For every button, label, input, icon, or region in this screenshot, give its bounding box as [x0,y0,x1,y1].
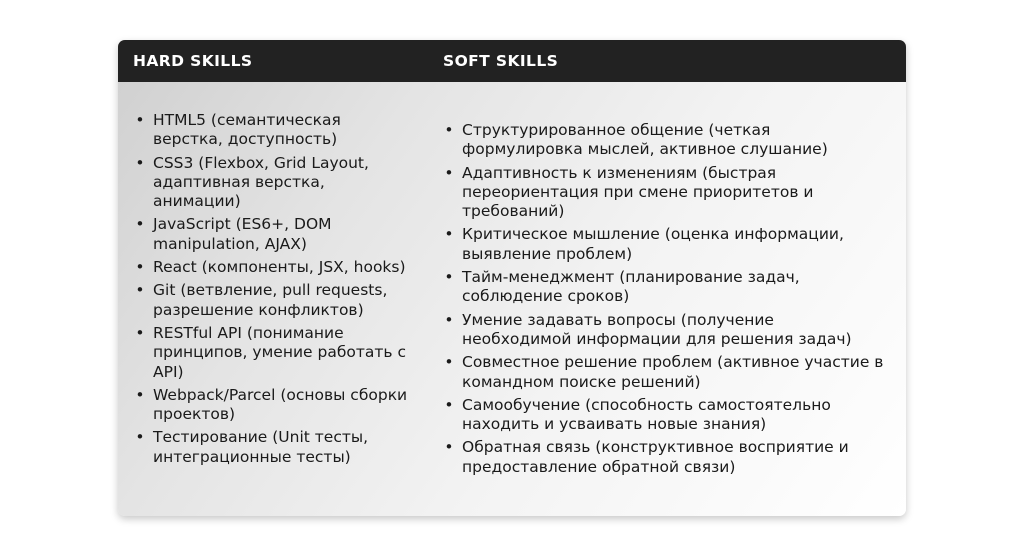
bullet-icon: • [135,281,145,300]
soft-skill-text: Структурированное общение (четкая формулировка мыслей, активное слушание) [462,121,828,159]
hard-skills-list [135,111,415,471]
bullet-icon: • [135,258,145,277]
hard-skill-item [135,258,415,277]
bullet-icon: • [444,225,454,244]
hard-skill-item [135,385,415,425]
bullet-icon: • [444,121,454,139]
bullet-icon: • [444,268,454,287]
hard-skill-item [135,111,415,150]
hard-skill-text: Git (ветвление, pull requests, разрешение конфликтов) [153,281,388,319]
bullet-icon: • [444,310,454,329]
soft-skills-list [444,121,887,481]
bullet-icon: • [444,438,454,457]
hard-skill-text: Тестирование (Unit тесты, интеграционные тесты) [153,428,369,466]
soft-skill-item [444,268,887,307]
soft-skill-item [444,395,887,435]
soft-skill-text: Умение задавать вопросы (получение необходимой информации для решения задач) [462,310,852,348]
hard-skill-item [135,153,415,212]
soft-skills-heading: SOFT SKILLS [443,52,559,70]
soft-skill-item [444,310,887,350]
table-header [118,40,906,82]
hard-skill-text: HTML5 (семантическая верстка, доступность) [153,111,341,149]
soft-skill-text: Совместное решение проблем (активное участие в командном поиске решений) [462,353,884,391]
hard-skill-item [135,281,415,320]
hard-skill-text: React (компоненты, JSX, hooks) [153,258,406,277]
soft-skill-text: Критическое мышление (оценка информации, выявление проблем) [462,225,844,263]
soft-skill-item [444,163,887,222]
hard-skill-text: RESTful API (понимание принципов, умение работать с API) [153,323,407,381]
bullet-icon: • [444,353,454,372]
hard-skills-heading: HARD SKILLS [133,52,253,70]
hard-skill-item [135,428,415,467]
hard-skill-text: Webpack/Parcel (основы сборки проектов) [153,385,408,424]
hard-skill-item [135,323,415,382]
bullet-icon: • [444,395,454,414]
soft-skill-text: Обратная связь (конструктивное восприятие и предоставление обратной связи) [462,438,849,476]
soft-skill-item [444,438,887,477]
bullet-icon: • [135,323,145,342]
skills-table [118,40,906,516]
bullet-icon: • [135,385,145,404]
soft-skill-text: Самообучение (способность самостоятельно находить и усваивать новые знания) [462,395,831,434]
bullet-icon: • [135,215,145,234]
hard-skill-text: CSS3 (Flexbox, Grid Layout, адаптивная верстка, анимации) [153,153,369,211]
soft-skill-text: Тайм-менеджмент (планирование задач, соблюдение сроков) [462,268,800,306]
hard-skill-item [135,215,415,254]
soft-skill-item [444,121,887,160]
bullet-icon: • [135,428,145,447]
soft-skill-text: Адаптивность к изменениям (быстрая переориентация при смене приоритетов и требований) [462,163,814,221]
bullet-icon: • [444,163,454,182]
hard-skill-text: JavaScript (ES6+, DOM manipulation, AJAX) [153,215,332,253]
bullet-icon: • [135,153,145,172]
soft-skill-item [444,353,887,392]
soft-skill-item [444,225,887,264]
bullet-icon: • [135,111,145,129]
